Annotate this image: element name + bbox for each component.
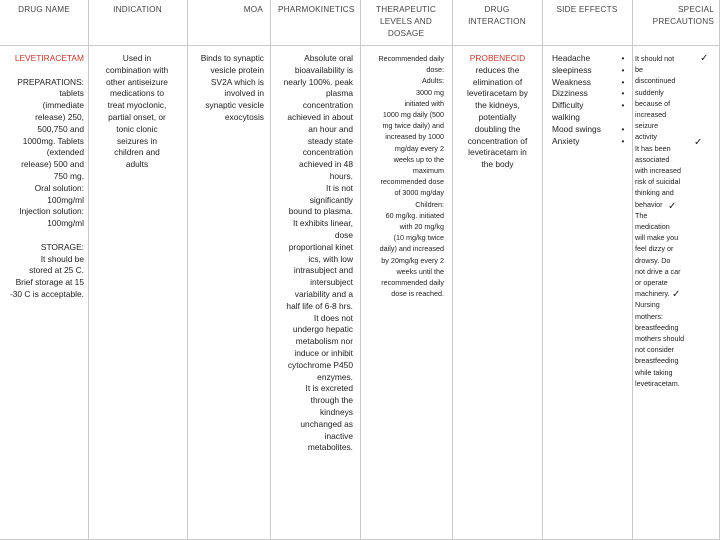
pharmacokinetics-line: variability and a [294, 288, 353, 299]
precaution-line: It has been [635, 143, 671, 153]
interaction-line: levetiracetam in [468, 147, 527, 158]
column-divider [452, 0, 453, 540]
interaction-line: potentially [478, 111, 517, 122]
moa-line: SV2A which is [210, 76, 264, 87]
preparation-line: PREPARATIONS: [17, 76, 84, 87]
therapeutic-line: daily) and increased [379, 244, 444, 254]
header-divider [0, 45, 720, 46]
header-interaction-line: DRUG [484, 5, 510, 14]
indication-line: combination with [105, 64, 169, 75]
preparation-line: release) 500 and [21, 159, 84, 170]
header-drug-interaction [452, 4, 542, 28]
header-precautions-line: SPECIAL [678, 5, 714, 14]
precaution-line: It should not [635, 54, 675, 63]
pharmacokinetics-line: kindneys [319, 406, 353, 417]
precaution-line: behavior [635, 199, 663, 209]
preparation-line: 100mg/ml [47, 218, 84, 229]
therapeutic-line: of 3000 mg/day [394, 188, 444, 198]
pharmacokinetics-line: through the [310, 395, 353, 406]
interaction-line: elimination of [472, 76, 523, 87]
drug-name: LEVETIRACETAM [14, 53, 84, 63]
storage-line: It should be [40, 253, 84, 264]
precaution-line: increased [635, 110, 667, 120]
side-effects-list [552, 53, 628, 147]
preparation-line: Oral solution: [34, 182, 84, 193]
pharmacokinetics-line: half life of 6-8 hrs. [286, 300, 353, 311]
precaution-line: The [635, 210, 648, 220]
indication-line: tonic clonic [116, 123, 158, 134]
side-effect-item [552, 112, 628, 124]
bullet-icon: • [621, 64, 625, 75]
preparation-line: Injection solution: [19, 206, 84, 217]
pharmacokinetics-line: enzymes. [317, 371, 353, 382]
pharmacokinetics-line: bound to plasma. [288, 206, 353, 217]
pharmacokinetics-line: bioavailability is [294, 64, 353, 75]
interaction-line: the kidneys, [475, 100, 520, 111]
side-effect-label: Mood swings [552, 123, 601, 134]
preparation-line: release) 250, [35, 111, 84, 122]
interaction-line: concentration of [467, 135, 528, 146]
precaution-line: thinking and [635, 188, 674, 198]
pharmacokinetics-line: metabolites. [307, 442, 353, 453]
header-drug-name: DRUG NAME [18, 5, 70, 14]
precaution-line: drowsy. Do [635, 255, 671, 265]
interaction-cell [455, 53, 540, 171]
column-divider [270, 0, 271, 540]
therapeutic-line: Recommended daily [378, 54, 444, 63]
indication-line: other antiseizure [106, 76, 168, 87]
pharmacokinetics-line: induce or inhibit [294, 347, 353, 358]
side-effect-item [552, 124, 628, 136]
indication-cell [92, 53, 182, 171]
therapeutic-line: Children: [415, 199, 444, 209]
side-effect-item [552, 53, 628, 65]
side-effect-label: walking [552, 111, 580, 122]
precaution-line: breastfeeding [635, 356, 679, 366]
interaction-line: levetiracetam by [467, 88, 528, 99]
header-side-effects: SIDE EFFECTS [556, 5, 618, 14]
pharmacokinetics-line: achieved in 48 [298, 159, 353, 170]
side-effect-item [552, 136, 628, 148]
moa-line: involved in [224, 88, 264, 99]
precautions-cell [635, 53, 705, 389]
header-therapeutic [360, 4, 452, 40]
header-special-precautions [632, 4, 714, 28]
header-therapeutic-line: LEVELS AND [379, 17, 433, 26]
indication-line: seizures in [116, 135, 158, 146]
precaution-line: or operate [635, 278, 668, 288]
therapeutic-cell [362, 53, 444, 299]
precaution-line: feel dizzy or [635, 244, 674, 254]
indication-line: Used in [122, 53, 152, 63]
pharmacokinetics-line: nearly 100%. peak [283, 76, 353, 87]
side-effect-label: Headache [552, 53, 591, 63]
pharmacokinetics-line: It is not [326, 182, 353, 193]
pharmacokinetics-line: Absolute oral [304, 53, 353, 63]
precaution-line: machinery. [635, 289, 670, 299]
pharmacokinetics-line: hours. [329, 170, 353, 181]
side-effect-label: Anxiety [552, 135, 580, 146]
pharmacokinetics-cell [274, 53, 353, 454]
header-precautions-line: PRECAUTIONS [652, 17, 714, 26]
side-effect-label: Dizziness [552, 88, 588, 99]
precaution-line: because of [635, 98, 671, 108]
therapeutic-line: 1000 mg daily (500 [382, 110, 444, 120]
precaution-line: not consider [635, 345, 675, 355]
precaution-line: mothers: [635, 311, 663, 321]
therapeutic-line: mg twice daily) and [382, 121, 444, 131]
therapeutic-line: maximum [412, 166, 444, 176]
pharmacokinetics-line: unchanged as [300, 418, 353, 429]
pharmacokinetics-line: cytochrome P450 [287, 359, 353, 370]
pharmacokinetics-line: It exhibits linear, [292, 218, 353, 229]
header-interaction-line: INTERACTION [468, 17, 526, 26]
interaction-line: the body [481, 159, 514, 170]
header-therapeutic-line: THERAPEUTIC [376, 5, 436, 14]
precaution-line: will make you [635, 233, 679, 243]
header-therapeutic-line: DOSAGE [387, 29, 425, 38]
side-effect-label: sleepiness [552, 64, 592, 75]
pharmacokinetics-line: ics, with low [308, 253, 353, 264]
column-divider [632, 0, 633, 540]
pharmacokinetics-line: proportional kinet [288, 241, 353, 252]
check-icon: ✓ [672, 289, 681, 300]
interaction-line: doubling the [474, 123, 521, 134]
moa-line: Binds to synaptic [200, 53, 264, 63]
indication-line: medications to [110, 88, 164, 99]
storage-line: -30 C is acceptable. [9, 288, 84, 299]
column-divider [88, 0, 89, 540]
moa-cell [190, 53, 264, 124]
check-icon: ✓ [668, 201, 677, 212]
precaution-line: risk of suicidal [635, 177, 681, 187]
indication-line: children and [114, 147, 160, 158]
pharmacokinetics-line: intrasubject and [293, 265, 353, 276]
side-effect-label: Weakness [552, 76, 591, 87]
therapeutic-line: recommended dose [380, 177, 444, 187]
preparation-line: 750 mg. [53, 170, 84, 181]
check-icon: ✓ [694, 137, 703, 148]
pharmacokinetics-line: It does not [313, 312, 353, 323]
precaution-line: discontinued [635, 76, 676, 86]
preparation-line: (extended [46, 147, 84, 158]
column-divider [542, 0, 543, 540]
therapeutic-line: dose: [426, 65, 444, 75]
interaction-title: PROBENECID [469, 53, 526, 63]
side-effect-item [552, 100, 628, 112]
therapeutic-line: dose is reached. [391, 289, 444, 299]
moa-line: synaptic vesicle [205, 100, 264, 111]
precaution-line: with increased [635, 166, 681, 176]
bullet-icon: • [621, 88, 625, 99]
preparations-block [4, 77, 84, 230]
pharmacokinetics-line: steady state [307, 135, 353, 146]
indication-line: treat myoclonic, [107, 100, 167, 111]
precaution-line: associated [635, 154, 670, 164]
therapeutic-line: with 20 mg/kg [399, 222, 444, 232]
interaction-lines [455, 65, 540, 171]
pharmacokinetics-line: intersubject [310, 277, 353, 288]
preparation-line: 500,750 and [37, 123, 84, 134]
side-effect-label: Difficulty [552, 100, 584, 111]
drug-name-cell [4, 53, 84, 301]
therapeutic-line: mg/day every 2 [394, 143, 444, 153]
storage-line: stored at 25 C. [29, 265, 84, 276]
bullet-icon: • [621, 135, 625, 146]
therapeutic-line: recommended daily [381, 278, 444, 288]
precaution-line: be [635, 65, 643, 75]
precaution-line: mothers should [635, 334, 685, 344]
header-indication: INDICATION [113, 5, 162, 14]
header-moa: MOA [243, 5, 263, 14]
precaution-line: not drive a car [635, 266, 681, 276]
therapeutic-line: weeks until the [396, 266, 444, 276]
therapeutic-line: (10 mg/kg twice [393, 233, 444, 243]
preparation-line: 100mg/ml [47, 194, 84, 205]
pharmacokinetics-line: plasma [326, 88, 353, 99]
bullet-icon: • [621, 100, 625, 111]
precaution-line: levetiracetam. [635, 378, 680, 388]
pharmacokinetics-line: significantly [309, 194, 353, 205]
therapeutic-line: weeks up to the [393, 154, 444, 164]
storage-line: Brief storage at 15 [15, 277, 84, 288]
column-divider [187, 0, 188, 540]
therapeutic-line: Adults: [422, 76, 444, 86]
pharmacokinetics-line: concentration [302, 100, 353, 111]
pharmacokinetics-line: dose [334, 229, 353, 240]
preparation-line: tablets [59, 88, 84, 99]
therapeutic-line: increased by 1000 [385, 132, 444, 142]
precaution-line: activity [635, 132, 657, 142]
side-effect-item [552, 65, 628, 77]
pharmacokinetics-line: undergo hepatic [292, 324, 353, 335]
preparation-line: 1000mg. Tablets [22, 135, 84, 146]
therapeutic-line: by 20mg/kg every 2 [381, 255, 444, 265]
side-effect-item [552, 88, 628, 100]
bullet-icon: • [621, 123, 625, 134]
precaution-line: suddenly [635, 87, 664, 97]
precaution-line: seizure [635, 121, 659, 131]
moa-line: vesicle protein [210, 64, 264, 75]
check-icon: ✓ [700, 53, 709, 64]
header-pharmacokinetics: PHARMOKINETICS [278, 5, 355, 14]
indication-line: partial onset, or [108, 111, 166, 122]
precaution-line: breastfeeding [635, 322, 679, 332]
column-divider [360, 0, 361, 540]
moa-line: exocytosis [224, 111, 264, 122]
pharmacokinetics-line: concentration [302, 147, 353, 158]
preparation-line: (immediate [42, 100, 84, 111]
interaction-line: reduces the [475, 64, 520, 75]
pharmacokinetics-line: metabolism nor [295, 336, 353, 347]
pharmacokinetics-line: an hour and [308, 123, 353, 134]
therapeutic-line: initiated with [404, 98, 444, 108]
pharmacokinetics-line: inactive [324, 430, 353, 441]
therapeutic-line: 60 mg/kg. initiated [385, 210, 444, 220]
side-effects-cell [552, 53, 628, 147]
bullet-icon: • [621, 76, 625, 87]
bullet-icon [618, 112, 628, 124]
indication-line: adults [125, 159, 149, 170]
storage-block [4, 242, 84, 301]
bullet-icon: • [621, 53, 625, 63]
storage-line: STORAGE: [40, 241, 84, 252]
pharmacokinetics-line: achieved in about [287, 111, 353, 122]
pharmacokinetics-line: It is excreted [305, 383, 353, 394]
precaution-line: Nursing [635, 300, 660, 310]
precaution-line: while taking [635, 367, 673, 377]
therapeutic-line: 3000 mg [416, 87, 444, 97]
precaution-line: medication [635, 222, 670, 232]
side-effect-item [552, 77, 628, 89]
